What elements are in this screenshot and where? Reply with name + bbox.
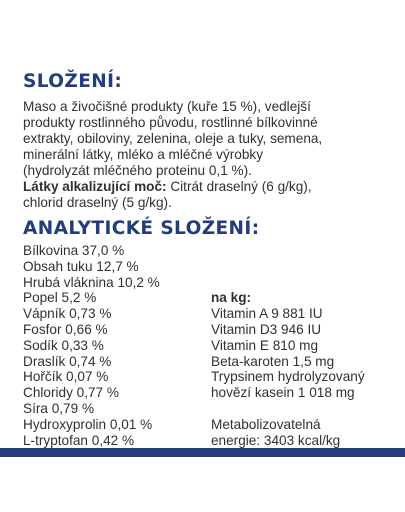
- analysis-item: Bílkovina 37,0 %: [23, 243, 125, 258]
- composition-heading: SLOŽENÍ:: [23, 71, 123, 92]
- analysis-list: [23, 243, 208, 448]
- analysis-item: Hydroxyprolin 0,01 %: [23, 416, 153, 432]
- per-kg-item: hovězí kasein 1 018 mg: [211, 385, 355, 401]
- analysis-item: Popel 5,2 %: [23, 290, 97, 306]
- energy-value: energie: 3403 kcal/kg: [211, 432, 341, 448]
- analysis-item: Hrubá vláknina 10,2 %: [23, 274, 160, 290]
- analysis-item: Fosfor 0,66 %: [23, 321, 108, 337]
- energy-label: Metabolizovatelná: [211, 416, 321, 432]
- per-kg-item: Beta-karoten 1,5 mg: [211, 353, 335, 369]
- composition-line: produkty rostlinného původu, rostlinné bílkovinné: [23, 115, 318, 130]
- analysis-item: Obsah tuku 12,7 %: [23, 258, 139, 274]
- alkalizing-continuation: chlorid draselný (5 g/kg).: [23, 195, 172, 210]
- analysis-heading: ANALYTICKÉ SLOŽENÍ:: [23, 218, 260, 239]
- alkalizing-text: Citrát draselný (6 g/kg),: [166, 179, 312, 194]
- analysis-item: Draslík 0,74 %: [23, 353, 112, 369]
- composition-line: extrakty, obiloviny, zelenina, oleje a tuky, semena,: [23, 131, 323, 146]
- per-kg-item: Vitamin D3 946 IU: [211, 321, 322, 337]
- composition-line: Maso a živočišné produkty (kuře 15 %), vedlejší: [23, 99, 311, 114]
- analysis-item: Síra 0,79 %: [23, 400, 95, 416]
- per-kg-item: Vitamin E 810 mg: [211, 337, 319, 353]
- analysis-item: Sodík 0,33 %: [23, 337, 104, 353]
- composition-line: minerální látky, mléko a mléčné výrobky: [23, 147, 263, 162]
- analysis-item: Chloridy 0,77 %: [23, 385, 119, 401]
- spacer: [211, 401, 396, 417]
- alkalizing-label: Látky alkalizující moč:: [23, 179, 167, 194]
- analysis-item: L-tryptofan 0,42 %: [23, 432, 135, 448]
- bottom-bar: [0, 448, 405, 457]
- alkalizing-line: [23, 179, 393, 195]
- per-kg-item: Vitamin A 9 881 IU: [211, 306, 323, 322]
- per-kg-item: Trypsinem hydrolyzovaný: [211, 369, 365, 385]
- analysis-item: Hořčík 0,07 %: [23, 369, 109, 385]
- per-kg-title: na kg:: [211, 290, 252, 306]
- per-kg-list: [211, 290, 396, 448]
- composition-line: (hydrolyzát mléčného proteinu 0,1 %).: [23, 163, 252, 178]
- composition-text: [23, 99, 393, 211]
- analysis-item: Vápník 0,73 %: [23, 306, 112, 322]
